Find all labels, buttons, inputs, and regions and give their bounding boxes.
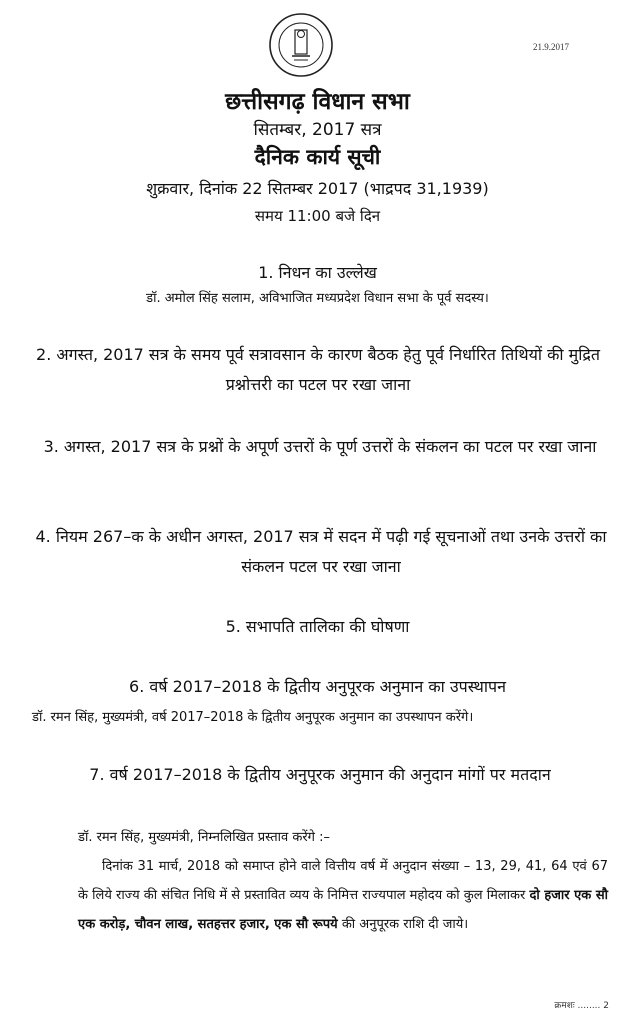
item-4-heading: 4. नियम 267–क के अधीन अगस्त, 2017 सत्र में सदन में पढ़ी गई सूचनाओं तथा उनके उत्तरों का संकलन पटल पर रखा जाना: [35, 527, 607, 576]
item-3-heading: 3. अगस्त, 2017 सत्र के प्रश्नों के अपूर्ण उत्तरों के पूर्ण उत्तरों के संकलन का पटल पर रखा जाना: [43, 437, 597, 456]
proposal-end: की अनुपूरक राशि दी जाये।: [341, 917, 469, 932]
print-date: 21.9.2017: [533, 42, 569, 52]
item-7-proposal: [78, 852, 608, 939]
item-5-heading: 5. सभापति तालिका की घोषणा: [225, 617, 410, 636]
item-2-heading: 2. अगस्त, 2017 सत्र के समय पूर्व सत्रावसान के कारण बैठक हेतु पूर्व निर्धारित तिथियों की मुद्रित प्रश्नोत्तरी का पटल पर रखा जाना: [36, 345, 600, 394]
proposal-amount: दो हजार एक सौ एक करोड़, चौवन लाख, सतहत्तर हजार, एक सौ रूपये: [78, 888, 608, 932]
time-line: समय 11:00 बजे दिन: [254, 207, 381, 225]
item-1-heading: 1. निधन का उल्लेख: [258, 263, 377, 282]
proposal-text: दिनांक 31 मार्च, 2018 को समाप्त होने वाले वित्तीय वर्ष में अनुदान संख्या – 13, 29, 41, 64 एवं 67 के लिये राज्य की संचित निधि में से प्रस्तावित व्यय के निमित्त राज्यपाल महोदय को कुल मिलाकर: [78, 859, 608, 903]
item-7-heading: 7. वर्ष 2017–2018 के द्वितीय अनुपूरक अनुमान की अनुदान मांगों पर मतदान: [89, 765, 551, 784]
session-name: सितम्बर, 2017 सत्र: [253, 120, 382, 140]
item-6-heading: 6. वर्ष 2017–2018 के द्वितीय अनुपूरक अनुमान का उपस्थापन: [129, 677, 506, 696]
document-title: दैनिक कार्य सूची: [254, 145, 381, 169]
assembly-name: छत्तीसगढ़ विधान सभा: [225, 89, 410, 115]
date-line: शुक्रवार, दिनांक 22 सितम्बर 2017 (भाद्रपद 31,1939): [146, 179, 489, 198]
continued-marker: क्रमशः ........ 2: [554, 1001, 609, 1011]
item-1-detail: डॉ. अमोल सिंह सलाम, अविभाजित मध्यप्रदेश विधान सभा के पूर्व सदस्य।: [146, 291, 489, 306]
item-7-detail: डॉ. रमन सिंह, मुख्यमंत्री, निम्नलिखित प्रस्ताव करेंगे :–: [78, 830, 330, 845]
item-6-detail: डॉ. रमन सिंह, मुख्यमंत्री, वर्ष 2017–2018 के द्वितीय अनुपूरक अनुमान का उपस्थापन करेंगे।: [32, 710, 474, 725]
assembly-emblem-icon: [268, 12, 334, 78]
